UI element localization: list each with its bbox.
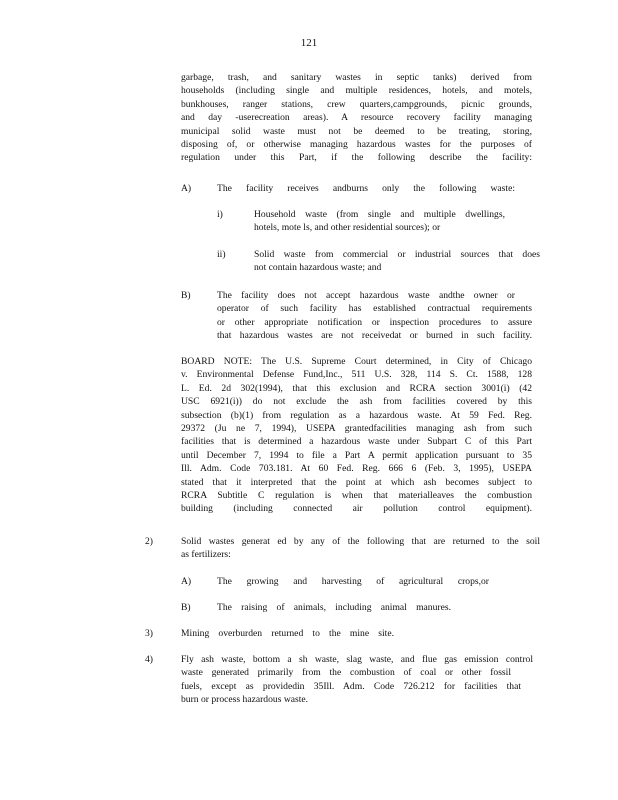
text-line: facilities that is determined a hazardous waste under Subpart C of this Part (181, 436, 532, 448)
text-line: subsection (b)(1) from regulation as a hazardous waste. At 59 Fed. Reg. (181, 409, 532, 421)
text-line: Solid waste from commercial or industrial sources that does (254, 249, 540, 260)
text-line: stated that it interpreted that the point at which ash becomes subject to (181, 476, 532, 488)
item-a-text (217, 182, 515, 195)
page-number: 121 (300, 37, 318, 49)
text-line: The growing and harvesting of agricultural crops,or (217, 576, 489, 587)
text-line: as fertilizers: (181, 549, 231, 561)
item-4-text (181, 653, 533, 707)
text-line: waste generated primarily from the combustion of coal or other fossil (181, 667, 511, 679)
text-line: not contain hazardous waste; and (254, 262, 382, 274)
item-label: B) (181, 290, 191, 301)
text-line: hotels, mote ls, and other residential sources); or (254, 222, 441, 234)
text-line: RCRA Subtitle C regulation is when that materialleaves the combustion (181, 490, 532, 502)
item-2-b-text (217, 601, 451, 614)
intro-paragraph (181, 71, 532, 165)
board-note (181, 355, 532, 516)
item-2-a-text (217, 575, 489, 588)
text-line: Household waste (from single and multiple dwellings, (254, 209, 505, 220)
text-line: BOARD NOTE: The U.S. Supreme Court determined, in City of Chicago (181, 356, 532, 367)
text-line: burn or process hazardous waste. (181, 694, 309, 706)
text-line: that hazardous wastes are not receivedat or burned in such facility. (217, 330, 532, 342)
text-line: v. Environmental Defense Fund,Inc., 511 U.S. 328, 114 S. Ct. 1588, 128 (181, 369, 532, 381)
text-line: USC 6921(i)) do not exclude the ash from facilities covered by this (181, 396, 532, 408)
text-line: Fly ash waste, bottom a sh waste, slag waste, and flue gas emission control (181, 654, 533, 665)
text-line: until December 7, 1994 to file a Part A permit application pursuant to 35 (181, 449, 532, 461)
item-label: B) (181, 602, 191, 613)
item-label: 2) (145, 536, 153, 547)
item-label: ii) (217, 249, 226, 260)
text-line: Solid wastes generat ed by any of the following that are returned to the soil (181, 536, 540, 547)
text-line: operator of such facility has established contractual requirements (217, 303, 532, 315)
text-line: The facility does not accept hazardous waste andthe owner or (217, 290, 515, 301)
text-line: The facility receives andburns only the following waste: (217, 183, 515, 194)
text-line: fuels, except as providedin 35Ill. Adm. Code 726.212 for facilities that (181, 680, 521, 692)
item-label: 4) (145, 654, 153, 665)
text-line: The raising of animals, including animal manures. (217, 602, 451, 613)
text-line: garbage, trash, and sanitary wastes in septic tanks) derived from (181, 72, 532, 83)
item-2-text (181, 535, 540, 562)
item-label: A) (181, 183, 192, 194)
item-b-text (217, 289, 532, 343)
text-line: or other appropriate notification or inspection procedures to assure (217, 316, 532, 328)
text-line: building (including connected air pollution control equipment). (181, 503, 532, 515)
item-label: i) (217, 209, 223, 220)
text-line: 29372 (Ju ne 7, 1994), USEPA grantedfacilities managing ash from such (181, 423, 532, 435)
text-line: and day -userecreation areas). A resource recovery facility managing (181, 112, 532, 124)
item-a-ii-text (254, 248, 540, 275)
text-line: Ill. Adm. Code 703.181. At 60 Fed. Reg. 666 6 (Feb. 3, 1995), USEPA (181, 463, 532, 475)
text-line: regulation under this Part, if the following describe the facility: (181, 152, 532, 164)
text-line: households (including single and multiple residences, hotels, and motels, (181, 85, 532, 97)
text-line: L. Ed. 2d 302(1994), that this exclusion and RCRA section 3001(i) (42 (181, 382, 532, 394)
item-label: 3) (145, 628, 153, 639)
text-line: municipal solid waste must not be deemed to be treating, storing, (181, 125, 532, 137)
item-a-i-text (254, 208, 505, 235)
text-line: bunkhouses, ranger stations, crew quarters,campgrounds, picnic grounds, (181, 98, 532, 110)
text-line: disposing of, or otherwise managing hazardous wastes for the purposes of (181, 139, 532, 151)
text-line: Mining overburden returned to the mine site. (181, 628, 394, 639)
item-label: A) (181, 576, 192, 587)
item-3-text (181, 627, 394, 640)
